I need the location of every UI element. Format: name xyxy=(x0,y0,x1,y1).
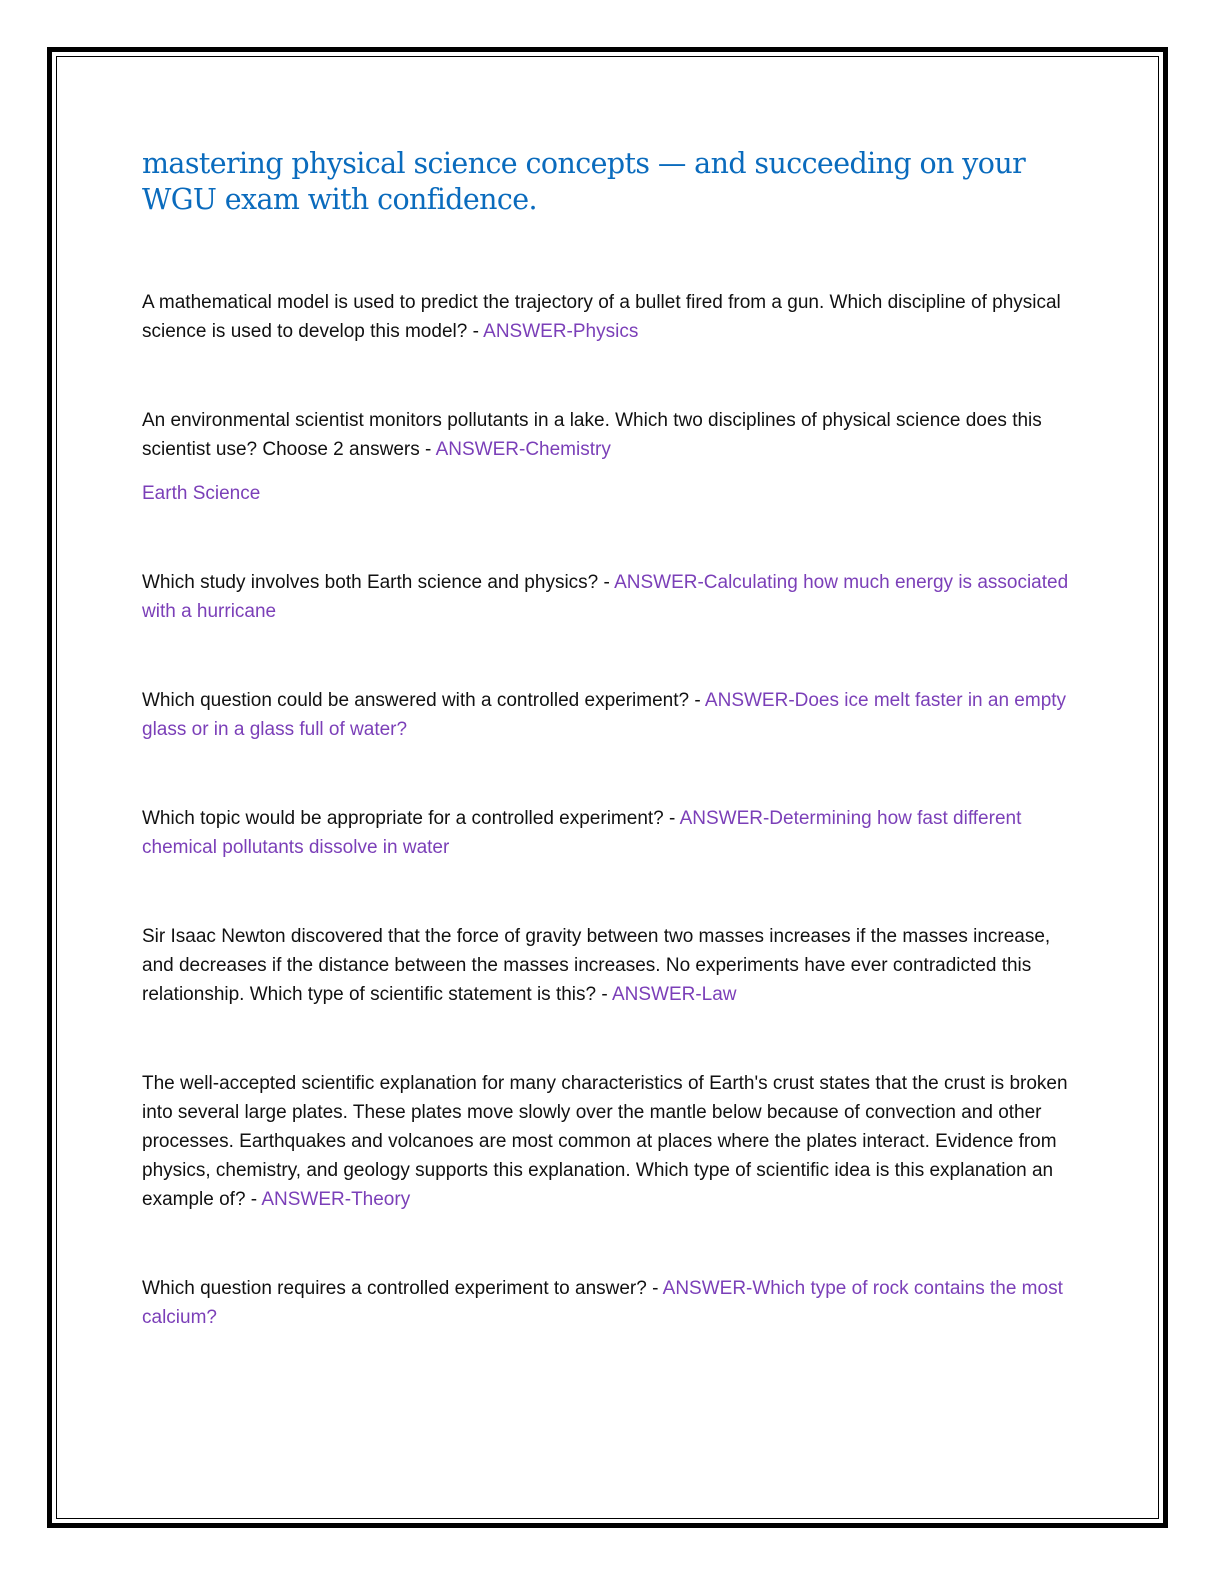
answer-text: ANSWER-Physics xyxy=(483,321,639,342)
qa-item xyxy=(142,686,1072,744)
document-body xyxy=(142,146,1072,1332)
qa-item xyxy=(142,922,1072,1009)
answer-text: ANSWER-Theory xyxy=(261,1189,411,1210)
answer-text: ANSWER-Determining how fast different chemical pollutants dissolve in water xyxy=(142,808,1022,858)
question-text: Which study involves both Earth science and physics? - xyxy=(142,572,615,593)
answer-text: ANSWER-Chemistry xyxy=(435,439,611,460)
question-text: Sir Isaac Newton discovered that the force of gravity between two masses increases if the masses increase, and decreases if the distance between the masses increases. No experiments have ever contradicted this relationship. Which type of scientific statement is this? - xyxy=(142,926,1051,1005)
document-title: mastering physical science concepts — and succeeding on your WGU exam with confidence. xyxy=(142,147,1026,216)
qa-item xyxy=(142,288,1072,346)
qa-item xyxy=(142,568,1072,626)
answer-text: ANSWER-Does ice melt faster in an empty glass or in a glass full of water? xyxy=(142,690,1067,740)
qa-item xyxy=(142,406,1072,464)
qa-item xyxy=(142,1274,1072,1332)
qa-item xyxy=(142,1069,1072,1214)
question-text: Which question could be answered with a controlled experiment? - xyxy=(142,690,705,711)
answer-text: ANSWER-Calculating how much energy is associated with a hurricane xyxy=(142,572,1069,622)
question-text: Which question requires a controlled experiment to answer? - xyxy=(142,1278,663,1299)
question-text: An environmental scientist monitors pollutants in a lake. Which two disciplines of physical science does this scientist use? Choose 2 answers - xyxy=(142,410,1042,460)
question-text: Which topic would be appropriate for a controlled experiment? - xyxy=(142,808,680,829)
answer-text: ANSWER-Which type of rock contains the most calcium? xyxy=(142,1278,1063,1328)
qa-item xyxy=(142,804,1072,862)
question-text: The well-accepted scientific explanation for many characteristics of Earth's crust states that the crust is broken into several large plates. These plates move slowly over the mantle below because of convection and other processes. Earthquakes and volcanoes are most common at places where the plates interact. Evidence from physics, chemistry, and geology supports this explanation. Which type of scientific idea is this explanation an example of? - xyxy=(142,1073,1068,1210)
answer-text: ANSWER-Law xyxy=(611,984,737,1005)
question-text: A mathematical model is used to predict the trajectory of a bullet fired from a gun. Which discipline of physical science is used to develop this model? - xyxy=(142,292,1061,342)
answer-extra-text: Earth Science xyxy=(142,483,261,504)
